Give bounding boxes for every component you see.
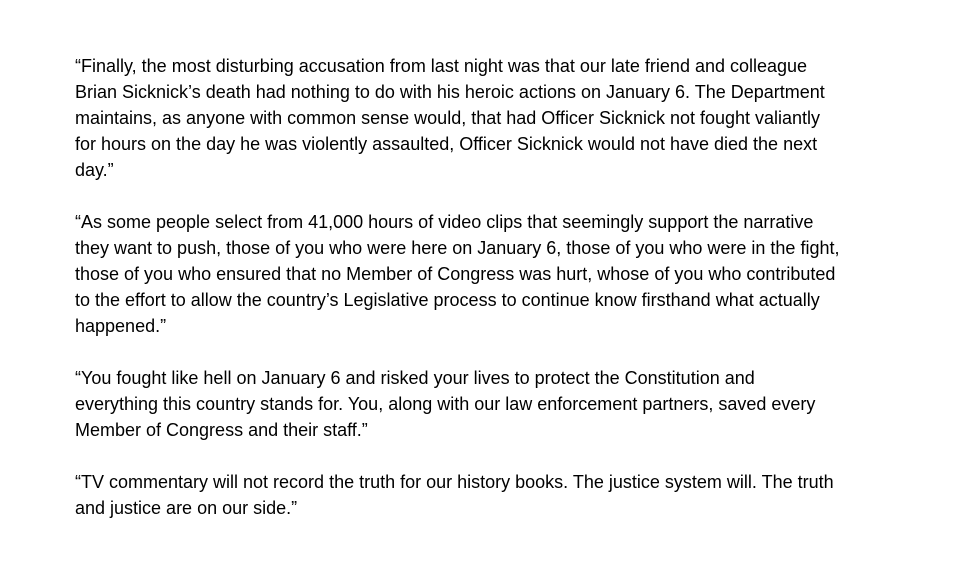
text-line: “As some people select from 41,000 hours of video clips that seemingly support the narrative: [75, 212, 814, 232]
text-line: to the effort to allow the country’s Legislative process to continue know firsthand what actually: [75, 290, 820, 310]
text-line: for hours on the day he was violently assaulted, Officer Sicknick would not have died the next: [75, 134, 818, 154]
text-line: “Finally, the most disturbing accusation from last night was that our late friend and colleague: [75, 56, 808, 76]
document-body: [75, 53, 925, 547]
paragraph-4: [75, 469, 925, 521]
text-line: Member of Congress and their staff.”: [75, 420, 368, 440]
paragraph-3: [75, 365, 925, 443]
text-line: and justice are on our side.”: [75, 498, 298, 518]
text-line: “You fought like hell on January 6 and risked your lives to protect the Constitution and: [75, 368, 755, 388]
text-line: everything this country stands for. You, along with our law enforcement partners, saved every: [75, 394, 816, 414]
text-line: day.”: [75, 160, 114, 180]
paragraph-1: [75, 53, 925, 183]
text-line: “TV commentary will not record the truth for our history books. The justice system will. The truth: [75, 472, 834, 492]
text-line: happened.”: [75, 316, 167, 336]
text-line: Brian Sicknick’s death had nothing to do with his heroic actions on January 6. The Department: [75, 82, 825, 102]
text-line: maintains, as anyone with common sense would, that had Officer Sicknick not fought valiantly: [75, 108, 821, 128]
text-line: they want to push, those of you who were here on January 6, those of you who were in the fight,: [75, 238, 840, 258]
paragraph-2: [75, 209, 925, 339]
text-line: those of you who ensured that no Member of Congress was hurt, whose of you who contributed: [75, 264, 836, 284]
